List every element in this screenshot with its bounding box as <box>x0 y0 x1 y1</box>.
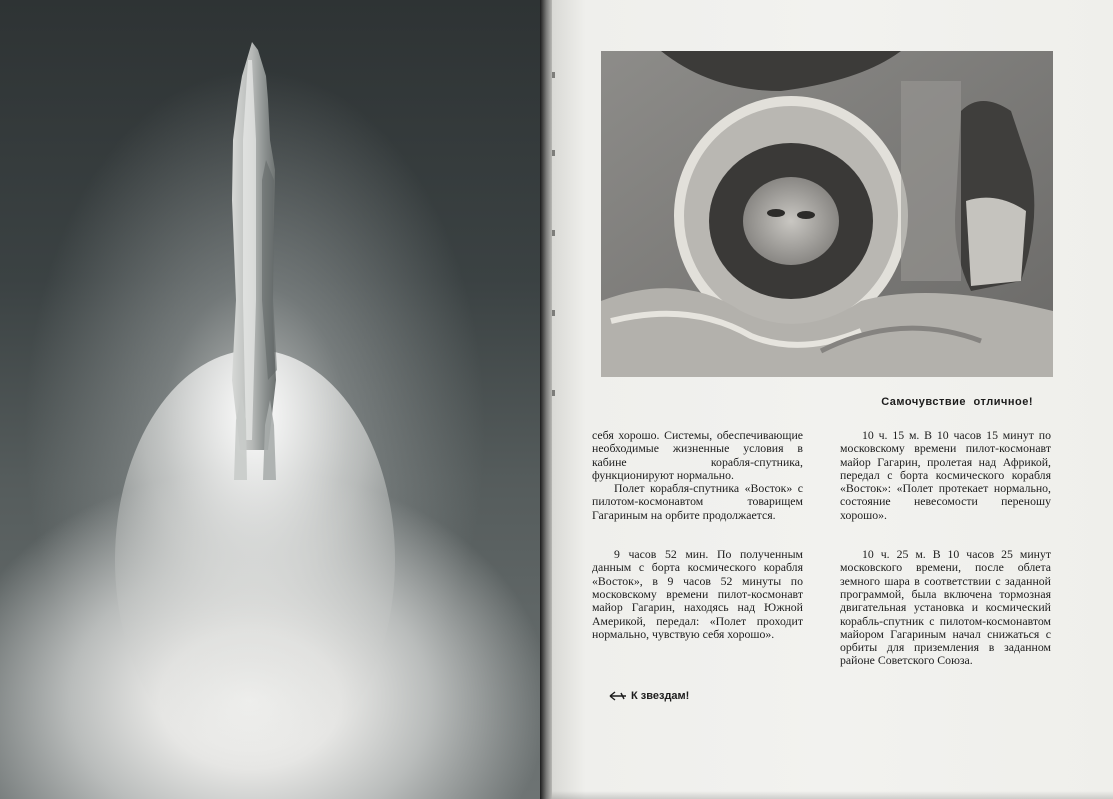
eye-right <box>797 211 815 219</box>
arrow-left-icon <box>609 691 627 701</box>
binding-stitch <box>552 150 555 156</box>
binding-stitch <box>552 310 555 316</box>
eye-left <box>767 209 785 217</box>
binding-stitch <box>552 230 555 236</box>
right-page <box>552 0 1113 799</box>
cabin-panel <box>901 81 961 281</box>
text-column-left <box>592 429 803 641</box>
rocket-illustration <box>0 0 546 799</box>
cosmonaut-illustration <box>601 51 1053 377</box>
paragraph: себя хорошо. Системы, обеспечивающие необходимые жизненные условия в кабине корабля-спутника, функционируют нормально. <box>592 428 803 482</box>
binding-stitch <box>552 72 555 78</box>
text-column-right <box>840 429 1051 668</box>
paragraph: 10 ч. 15 м. В 10 часов 15 минут по московскому времени пилот-космонавт майор Гагарин, пролетая над Африкой, передал с борта космического корабля «Восток»: «Полет протекает нормально, состояние невесомости переношу хорошо». <box>840 428 1051 522</box>
left-photo-caption <box>609 690 689 702</box>
cosmonaut-photo <box>601 51 1053 377</box>
cosmonaut-face <box>743 177 839 265</box>
photo-caption: Самочувствие отличное! <box>881 396 1033 408</box>
paragraph: 9 часов 52 мин. По полученным данным с борта космического корабля «Восток», в 9 часов 52 минуты по московскому времени пилот-космонавт майор Гагарин, находясь над Южной Америкой, передал: «Полет проходит нормально, чувствую себя хорошо». <box>592 547 803 641</box>
left-page-rocket-photo <box>0 0 546 799</box>
page-bottom-shade <box>552 791 1113 799</box>
binding-stitch <box>552 390 555 396</box>
cuff <box>966 198 1026 286</box>
left-photo-caption-text: К звездам! <box>631 690 690 702</box>
paragraph: Полет корабля-спутника «Восток» с пилотом-космонавтом товарищем Гагариным на орбите продолжается. <box>592 481 803 522</box>
paragraph: 10 ч. 25 м. В 10 часов 25 минут московского времени, после облета земного шара в соответствии с заданной программой, была включена тормозная двигательная установка и космический корабль-спутник с пилотом-космонавтом майором Гагариным начал снижаться с орбиты для приземления в заданном районе Советского Союза. <box>840 547 1051 668</box>
